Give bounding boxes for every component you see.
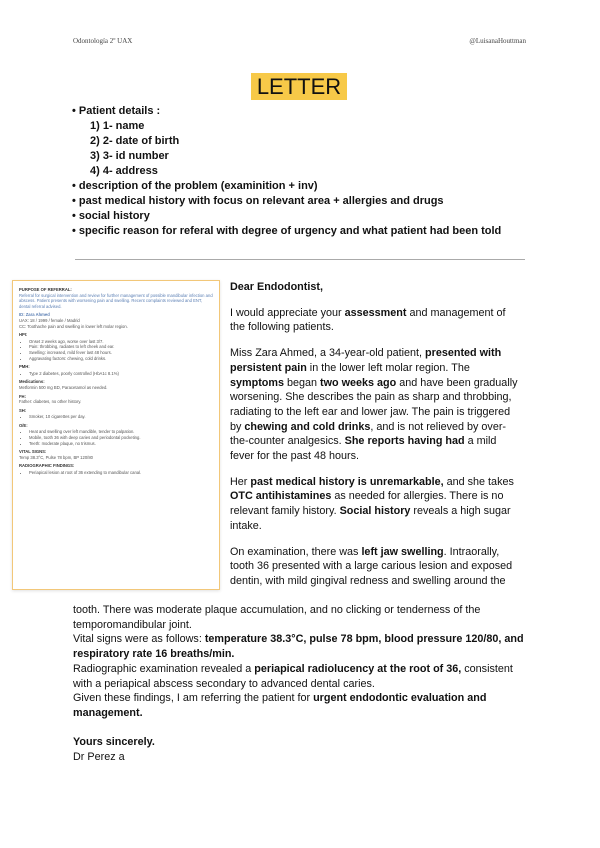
outline-sub-item: 4) 4- address — [90, 165, 158, 177]
card-fh: FH: — [19, 393, 26, 399]
signature: Dr Perez a — [73, 750, 125, 763]
card-medications: Medications: — [19, 379, 45, 385]
letter-body — [230, 280, 520, 589]
outline-bullet: • past medical history with focus on relevant area + allergies and drugs — [72, 195, 444, 207]
card-hpi-item: • Swelling: increased, mild fever last 48 hours. — [29, 350, 213, 356]
card-hpi: HPI: — [19, 332, 28, 338]
card-sh-item: • Smoker, 10 cigarettes per day. — [29, 414, 213, 420]
outline-sub-item: 2) 2- date of birth — [90, 135, 180, 147]
outline-patient-details: • Patient details : — [72, 105, 161, 117]
salutation: Dear Endodontist, — [230, 281, 323, 293]
outline-list — [72, 104, 532, 239]
paragraph-examination-cont: tooth. There was moderate plaque accumulation, and no clicking or tenderness of the temporomandibular joint. — [73, 604, 481, 631]
header-right: @LuisanaHouttman — [469, 37, 526, 45]
letter-continuation — [73, 603, 525, 721]
card-sh: SH: — [19, 407, 27, 413]
signature-block — [73, 735, 155, 764]
referral-summary-card — [12, 280, 220, 590]
outline-sub-item: 3) 3- id number — [90, 150, 169, 162]
paragraph-radiographic: Radiographic examination revealed a periapical radiolucency at the root of 36, consistent with a periapical abscess secondary to advanced dental caries. — [73, 662, 513, 690]
card-hpi-item: • Pain: throbbing, radiates to left cheek and ear. — [29, 344, 213, 350]
card-radio-item: • Periapical lesion at root of 36 extending to mandibular canal. — [29, 470, 213, 476]
card-purpose: Referral for surgical intervention and review for further management of possible mandibular infection and abscess. Patient presents with worsening pain and swelling. Recent complaints reviewed and ENT, dental referral advised. — [19, 292, 213, 309]
page-title: LETTER — [251, 73, 347, 100]
card-med-text: Metformin 500 mg BD, Paracetamol as needed. — [19, 384, 108, 390]
card-pmh-item: • Type 2 diabetes, poorly controlled (HbA1c 8.1%) — [29, 371, 213, 377]
outline-bullet: • social history — [72, 210, 150, 222]
paragraph-referral: Given these findings, I am referring the patient for urgent endodontic evaluation and management. — [73, 692, 487, 719]
paragraph-vitals: Vital signs were as follows: temperature 38.3°C, pulse 78 bpm, blood pressure 120/80, and respiratory rate 16 breaths/min. — [73, 633, 524, 661]
card-vitals-text: Temp 38.3°C, Pulse 78 bpm, BP 120/80 — [19, 454, 93, 460]
card-hpi-item: • Aggravating factors: chewing, cold drinks. — [29, 356, 213, 362]
paragraph-examination: On examination, there was left jaw swelling. Intraorally, tooth 36 presented with a large carious lesion and exposed dentin, with mild gingival redness and swelling around the — [230, 545, 513, 587]
paragraph-presentation: Miss Zara Ahmed, a 34-year-old patient, presented with persistent pain in the lower left molar region. The symptoms began two weeks ago and have been gradually worsening. She describes the pain as sharp and throbbing, radiating to the left ear and lower jaw. The pain is triggered by chewing and cold drinks, and is not relieved by over-the-counter analgesics. She reports having had a mild fever for the past 48 hours. — [230, 347, 518, 463]
card-radio: RADIOGRAPHIC FINDINGS: — [19, 463, 75, 469]
paragraph-intro: I would appreciate your assessment and management of the following patients. — [230, 306, 506, 334]
card-oe-item: • Mobile, tooth 36 with deep caries and periodontal pocketing. — [29, 435, 213, 441]
divider — [75, 259, 525, 260]
closing: Yours sincerely. — [73, 736, 155, 748]
card-oe: O/E: — [19, 422, 28, 428]
outline-bullet: • specific reason for referal with degree of urgency and what patient had been told — [72, 225, 502, 237]
card-cc: CC: Toothache pain and swelling in lower left molar region. — [19, 323, 128, 329]
card-fh-text: Father: diabetes, no other history. — [19, 399, 82, 405]
card-pmh: PMH: — [19, 364, 30, 370]
outline-bullet: • description of the problem (examinition + inv) — [72, 180, 318, 192]
card-oe-item: • Teeth: moderate plaque, no trismus. — [29, 441, 213, 447]
outline-sub-item: 1) 1- name — [90, 120, 145, 132]
card-hpi-item: • Onset 2 weeks ago, worse over last 3/7. — [29, 339, 213, 345]
paragraph-history: Her past medical history is unremarkable, and she takes OTC antihistamines as needed for allergies. There is no relevant family history. Social history reveals a high sugar intake. — [230, 475, 514, 532]
header-left: Odontología 2º UAX — [73, 37, 133, 45]
card-heading: PURPOSE OF REFERRAL: — [19, 287, 72, 292]
card-vitals: VITAL SIGNS: — [19, 449, 47, 455]
card-uax: UAX: 18 / 1999 / female / Madrid — [19, 317, 80, 323]
card-id: ID: Zara Ahmed — [19, 312, 50, 318]
card-oe-item: • Heat and swelling over left mandible, tender to palpation. — [29, 429, 213, 435]
